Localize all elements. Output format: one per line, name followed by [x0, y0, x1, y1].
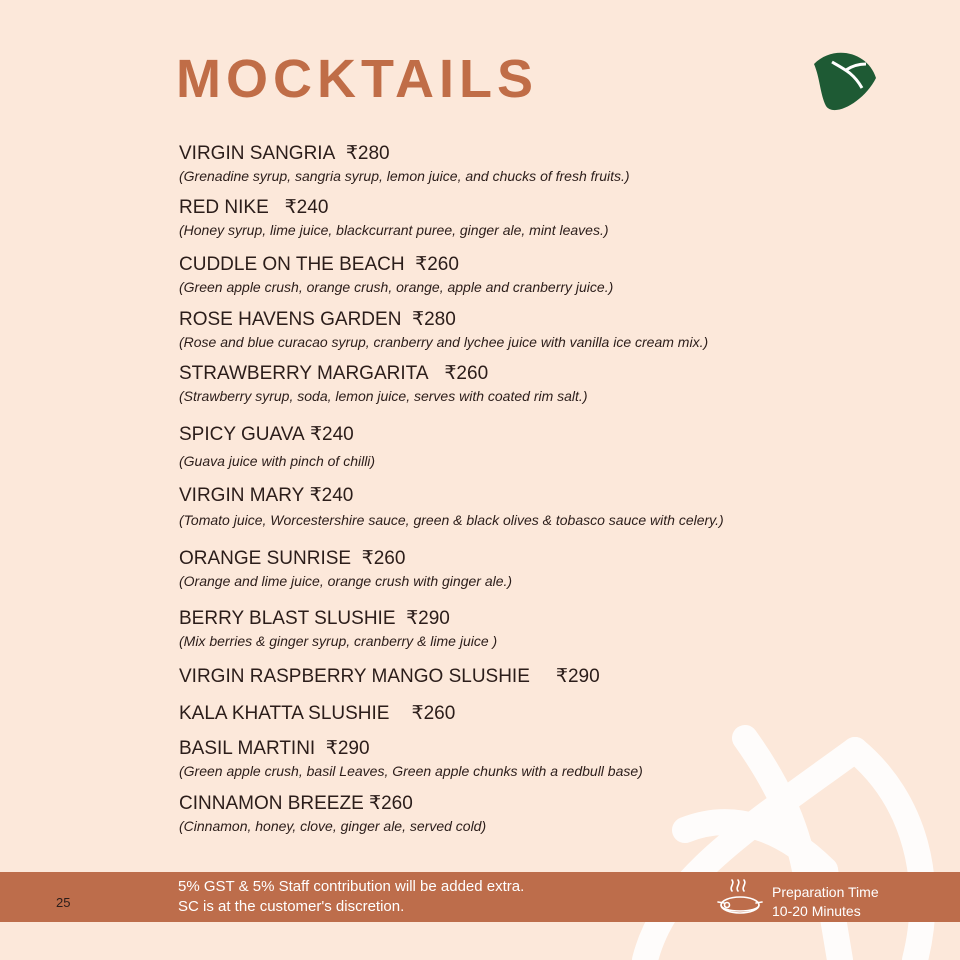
item-price: ₹290 — [406, 608, 450, 629]
leaf-icon — [812, 48, 878, 112]
item-description: (Honey syrup, lime juice, blackcurrant puree, ginger ale, mint leaves.) — [179, 222, 609, 238]
item-name: ORANGE SUNRISE — [179, 548, 352, 569]
menu-item — [179, 309, 919, 351]
item-description: (Guava juice with pinch of chilli) — [179, 453, 376, 469]
item-price: ₹260 — [411, 703, 456, 724]
item-name: BASIL MARTINI — [179, 738, 316, 759]
page-number: 25 — [56, 895, 71, 910]
menu-item — [179, 197, 919, 239]
cooking-pot-icon — [716, 877, 764, 919]
item-description: (Orange and lime juice, orange crush with ginger ale.) — [179, 573, 513, 589]
item-name: STRAWBERRY MARGARITA — [179, 363, 429, 384]
item-price: ₹280 — [345, 143, 390, 164]
item-name: KALA KHATTA SLUSHIE — [179, 703, 390, 724]
item-price: ₹240 — [309, 485, 354, 506]
menu-item — [179, 363, 919, 405]
item-price: ₹260 — [361, 548, 406, 569]
menu-item — [179, 793, 919, 835]
item-description: (Green apple crush, orange crush, orange, apple and cranberry juice.) — [179, 279, 614, 295]
item-name: BERRY BLAST SLUSHIE — [179, 608, 396, 629]
item-description: (Cinnamon, honey, clove, ginger ale, served cold) — [179, 818, 487, 834]
item-description: (Green apple crush, basil Leaves, Green apple chunks with a redbull base) — [179, 763, 643, 779]
item-name: ROSE HAVENS GARDEN — [179, 309, 402, 330]
item-name: RED NIKE — [179, 197, 269, 218]
footer-bar — [0, 872, 960, 922]
item-name: CUDDLE ON THE BEACH — [179, 254, 405, 275]
item-name: SPICY GUAVA — [179, 424, 305, 445]
menu-item — [179, 143, 919, 185]
prep-label: Preparation Time — [772, 884, 879, 900]
prep-value: 10-20 Minutes — [772, 903, 861, 919]
item-price: ₹290 — [325, 738, 370, 759]
menu-item — [179, 666, 919, 688]
preparation-time — [772, 883, 879, 921]
item-name: CINNAMON BREEZE — [179, 793, 364, 814]
tax-note — [178, 877, 524, 917]
menu-item — [179, 254, 919, 296]
tax-note-line: SC is at the customer's discretion. — [178, 898, 405, 915]
menu-item — [179, 424, 919, 470]
item-description: (Tomato juice, Worcestershire sauce, green & black olives & tobasco sauce with celery.) — [179, 512, 724, 528]
menu-item — [179, 485, 919, 529]
item-price: ₹260 — [369, 793, 413, 814]
menu-item — [179, 703, 919, 725]
menu-item — [179, 608, 919, 650]
item-price: ₹280 — [411, 309, 456, 330]
item-price: ₹240 — [309, 424, 354, 445]
page-title: MOCKTAILS — [176, 49, 538, 109]
item-price: ₹290 — [555, 666, 600, 687]
item-name: VIRGIN RASPBERRY MANGO SLUSHIE — [179, 666, 530, 687]
item-description: (Rose and blue curacao syrup, cranberry and lychee juice with vanilla ice cream mix.) — [179, 334, 709, 350]
tax-note-line: 5% GST & 5% Staff contribution will be added extra. — [178, 878, 525, 895]
item-price: ₹260 — [444, 363, 489, 384]
item-description: (Mix berries & ginger syrup, cranberry & lime juice ) — [179, 633, 498, 649]
menu-item — [179, 548, 919, 590]
item-name: VIRGIN SANGRIA — [179, 143, 336, 164]
item-name: VIRGIN MARY — [179, 485, 305, 506]
item-price: ₹240 — [284, 197, 329, 218]
item-description: (Grenadine syrup, sangria syrup, lemon juice, and chucks of fresh fruits.) — [179, 168, 630, 184]
item-price: ₹260 — [415, 254, 459, 275]
item-description: (Strawberry syrup, soda, lemon juice, serves with coated rim salt.) — [179, 388, 588, 404]
menu-item — [179, 738, 919, 780]
